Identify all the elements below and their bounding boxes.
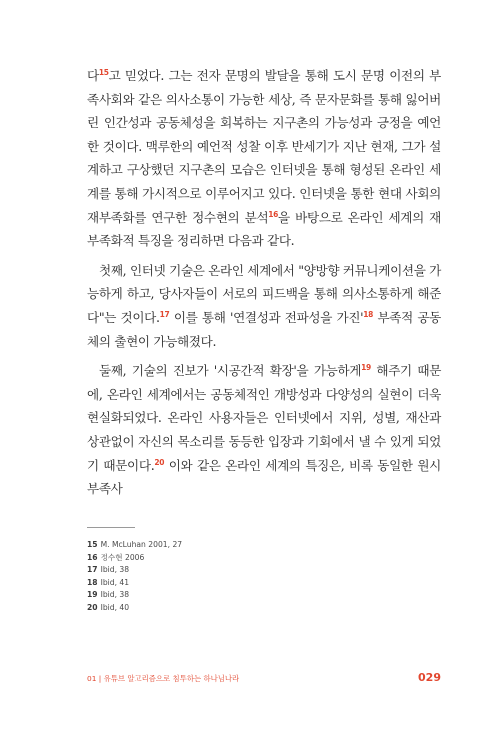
text-run: 고 믿었다. 그는 전자 문명의 발달을 통해 도시 문명 이전의 부족사회와 같은 의사소통이 가능한 세상, 즉 문자문화를 통해 잃어버린 인간성과 공동체성을 회복하는 지구촌의 가능성과 긍정을 예언한 것이다. 맥루한의 예언적 성찰 이후 반세기가 지난 현재, 그가 설계하고 구상했던 지구촌의 모습은 인터넷을 통해 형성된 온라인 세계를 통해 가시적으로 이루어지고 있다. 인터넷을 통한 현대 사회의 재부족화를 연구한 정수현의 분석 [87, 68, 441, 225]
page-number: 029 [418, 671, 441, 684]
footnote-number: 15 [87, 540, 98, 549]
footnote-item [87, 589, 182, 602]
page-footer [87, 671, 441, 685]
body-text [87, 64, 441, 507]
footnote-item [87, 539, 182, 552]
footnote-ref[interactable]: 16 [268, 209, 279, 219]
footnote-divider [87, 527, 135, 528]
footnote-ref[interactable]: 15 [98, 67, 109, 77]
footnote-item [87, 577, 182, 590]
footnote-item [87, 552, 182, 565]
footnote-text: Ibid, 40 [100, 602, 130, 612]
footnote-ref[interactable]: 19 [361, 362, 371, 372]
footnote-text: Ibid, 41 [100, 577, 130, 587]
chapter-title: 01 | 유튜브 알고리즘으로 침투하는 하나님나라 [87, 674, 240, 683]
paragraph-3 [87, 359, 441, 501]
text-run: 이와 같은 온라인 세계의 특징은, 비록 동일한 원시 부족사 [87, 457, 441, 497]
footnote-text: M. McLuhan 2001, 27 [100, 540, 183, 549]
paragraph-1 [87, 64, 441, 253]
footnotes [87, 539, 182, 615]
footnote-number: 20 [87, 602, 98, 612]
footnote-text: Ibid, 38 [100, 565, 130, 575]
footnote-number: 17 [87, 565, 98, 575]
footnote-text: 정수현 2006 [100, 552, 145, 562]
footnote-ref[interactable]: 20 [154, 457, 165, 467]
text-run: 둘째, 기술의 진보가 '시공간적 확장'을 가능하게 [99, 363, 362, 379]
footnote-ref[interactable]: 18 [363, 309, 374, 319]
text-run: 해주기 때문에, 온라인 세계에서는 공동체적인 개방성과 다양성의 실현이 더욱 현실화되었다. 온라인 사용자들은 인터넷에서 지위, 성별, 재산과 상관없이 자신의 목소리를 동등한 입장과 기회에서 낼 수 있게 되었기 때문이다. [87, 363, 442, 473]
footnote-item [87, 564, 182, 577]
footnote-number: 18 [87, 577, 98, 587]
text-run: 을 바탕으로 온라인 세계의 재부족화적 특징을 정리하면 다음과 같다. [87, 209, 441, 249]
footnote-ref[interactable]: 17 [159, 309, 170, 319]
footnote-text: Ibid, 38 [100, 590, 130, 600]
footnote-number: 16 [87, 552, 98, 562]
text-run: 다 [87, 68, 99, 83]
paragraph-2 [87, 259, 441, 353]
text-run: 첫째, 인터넷 기술은 온라인 세계에서 "양방향 커뮤니케이션을 가능하게 하고, 당사자들이 서로의 피드백을 통해 의사소통하게 해준다"는 것이다. [87, 262, 441, 325]
footnote-item [87, 602, 182, 615]
footnote-number: 19 [87, 590, 98, 600]
text-run: 부족적 공동체의 출현이 가능해졌다. [87, 309, 441, 349]
text-run: 이를 통해 '연결성과 전파성을 가진' [169, 309, 364, 325]
